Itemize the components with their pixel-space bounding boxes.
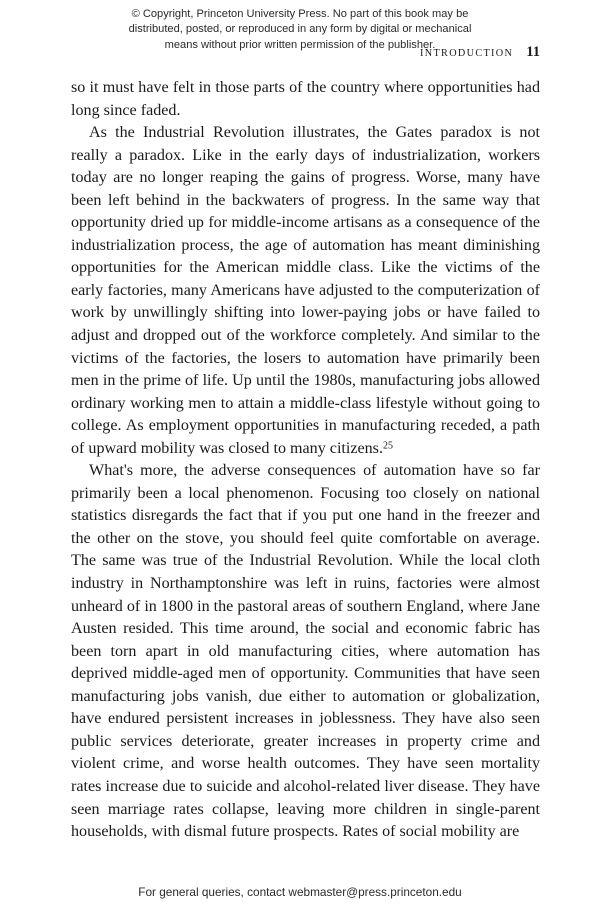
page-number: 11 [526,44,540,60]
paragraph-continued [71,77,540,122]
copyright-notice-line-3: means without prior written permission of the publisher. [164,38,436,51]
copyright-notice-line-1: © Copyright, Princeton University Press. No part of this book may be [131,8,469,20]
paragraph-text: so it must have felt in those parts of the country where opportunities had long since faded. [71,79,540,119]
paragraph-text: What's more, the adverse consequences of automation have so far primarily been a local phenomenon. Focusing too closely on national statistics disregards the fact that if you put one hand in the freezer and the other on the stove, you should feel quite comfortable on average. The same was true of the Industrial Revolution. While the local cloth industry in Northamptonshire was left in ruins, factories were almost unheard of in 1800 in the pastoral areas of southern England, where Jane Austen resided. This time around, the social and economic fabric has been torn apart in old manufacturing cities, where automation has deprived middle-aged men of opportunity. Communities that have seen manufacturing jobs vanish, due either to automation or globalization, have endured persistent increases in joblessness. They have also seen public services deteriorate, greater increases in property crime and violent crime, and worse health outcomes. They have seen mortality rates increase due to suicide and alcohol-related liver disease. They have seen marriage rates collapse, leaving more children in single-parent households, with dismal future prospects. Rates of social mobility are [71,462,540,841]
footnote-marker: 25 [382,440,393,452]
paragraph-text: As the Industrial Revolution illustrates, the Gates paradox is not really a paradox. Like in the early days of industrialization, workers today are no longer reaping the gains of progress. Worse, many have been left behind in the backwaters of progress. In the same way that opportunity dried up for middle-income artisans as a consequence of the industrialization process, the age of automation has meant diminishing opportunities for the American middle class. Like the victims of the early factories, many Americans have adjusted to the computerization of work by unwillingly shifting into lower-paying jobs or have failed to adjust and dropped out of the workforce completely. And similar to the victims of the factories, the losers to automation have primarily been men in the prime of life. Up until the 1980s, manufacturing jobs allowed ordinary working men to attain a middle-class lifestyle without going to college. As employment opportunities in manufacturing receded, a path of upward mobility was closed to many citizens. [71,124,540,457]
paragraph-local-phenomenon [71,460,540,843]
footer-query-note: For general queries, contact webmaster@press.princeton.edu [138,885,462,899]
running-head-chapter-title: INTRODUCTION [420,48,514,59]
paragraph-gates-paradox [71,122,540,460]
running-head [420,44,540,61]
body-text-column [71,77,540,844]
copyright-notice-line-2: distributed, posted, or reproduced in any form by digital or mechanical [128,23,472,36]
